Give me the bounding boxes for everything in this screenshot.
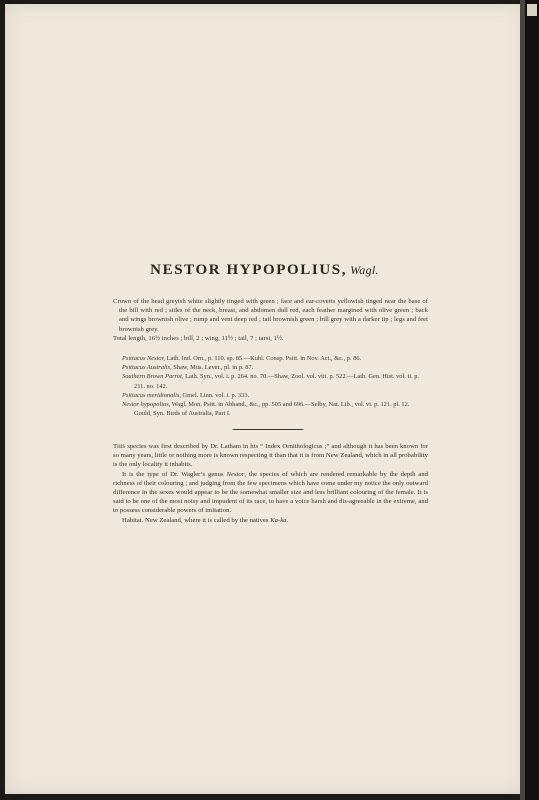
book-page bbox=[5, 4, 524, 794]
paragraph-text: , the species of which are rendered remarkable by the depth and richness of their colouring ; and judging from the few specimens which have come under my notice the only outward difference in the sexes would appear to be the somewhat smaller size and less brilliant colouring of the female. It is said to be one of the most noisy and impudent of its race, to have a voice harsh and dis-agreeable in the extreme, and to possess considerable powers of imitation. bbox=[113, 470, 428, 515]
synonym-entry bbox=[122, 391, 427, 400]
synonym-name: Psittacus Australis, bbox=[122, 364, 172, 372]
synonym-reference: Gmel. Linn. vol. i. p. 333. bbox=[182, 391, 250, 399]
paragraph-habitat bbox=[113, 516, 428, 525]
plumage-description: Crown of the head greyish white slightly tinged with green ; face and ear-coverts yellowish tinged near the base of the bill with red ; sides of the neck, breast, and abdomen dull red, each feather margined with olive green ; back and wings brownish olive ; rump and vent deep red ; tail brownish green ; bill grey with a darker tip ; legs and feet brownish grey. bbox=[113, 298, 428, 333]
paragraph-genus bbox=[113, 470, 428, 516]
synonym-entry bbox=[122, 354, 427, 363]
species-authority: Wagl. bbox=[350, 263, 379, 277]
synonym-name: Southern Brown Parrot, bbox=[122, 373, 184, 381]
paragraph-text: It is the type of Dr. Wagler’s genus bbox=[122, 470, 227, 478]
paragraph-text: Habitat. New Zealand, where it is called by the natives bbox=[122, 516, 271, 524]
paragraph-text: species was first described by Dr. Latham in his “ Index Ornithologicus ;” and although it has been known for so many years, little or nothing more is known respecting it than that it is from New Zealand, which in all probability is the only locality it inhabits. bbox=[113, 443, 428, 469]
section-divider bbox=[233, 429, 303, 430]
genus-name: Nestor bbox=[226, 470, 245, 478]
synonym-name: Psittacus Nestor, bbox=[122, 355, 165, 362]
body-text bbox=[113, 442, 428, 525]
synonym-entry bbox=[122, 400, 427, 418]
species-description bbox=[113, 297, 428, 343]
synonym-reference: Shaw, Mus. Lever., pl. in p. 87. bbox=[173, 364, 254, 372]
measurements: Total length, 16½ inches ; bill, 2 ; wing, 11½ ; tail, 7 ; tarsi, 1½. bbox=[113, 334, 284, 342]
synonym-entry bbox=[122, 363, 427, 372]
synonym-reference: Lath. Syn., vol. i. p. 264. no. 70.—Shaw, Zool. vol. viii. p. 522.—Lath. Gen. Hist. vol. ii. p. 211. no. 142. bbox=[134, 373, 419, 390]
synonymy-list bbox=[122, 354, 427, 418]
paragraph-history bbox=[113, 442, 428, 470]
native-name: Ka-ka bbox=[270, 516, 287, 524]
synonym-name: Nestor hypopolius, bbox=[122, 401, 171, 409]
synonym-name: Psittacus meridionalis, bbox=[122, 391, 181, 399]
scan-corner-mark bbox=[527, 4, 537, 16]
lead-word: This bbox=[113, 443, 126, 450]
synonym-reference: Wagl. Mon. Psitt. in Abhand., &c., pp. 505 and 696.—Selby, Nat. Lib., vol. vi. p. 121. pl. 12. Gould, Syn. Birds of Australia, Part I. bbox=[134, 401, 410, 418]
scan-border bbox=[525, 0, 539, 800]
species-name: NESTOR HYPOPOLIUS, bbox=[150, 262, 348, 278]
page-title bbox=[5, 262, 524, 279]
synonym-entry bbox=[122, 372, 427, 390]
synonym-reference: Lath. Ind. Orn., p. 110. sp. 85.—Kuhl. Consp. Psitt. in Nov. Act., &c., p. 86. bbox=[166, 355, 362, 362]
paragraph-text: . bbox=[286, 516, 289, 524]
